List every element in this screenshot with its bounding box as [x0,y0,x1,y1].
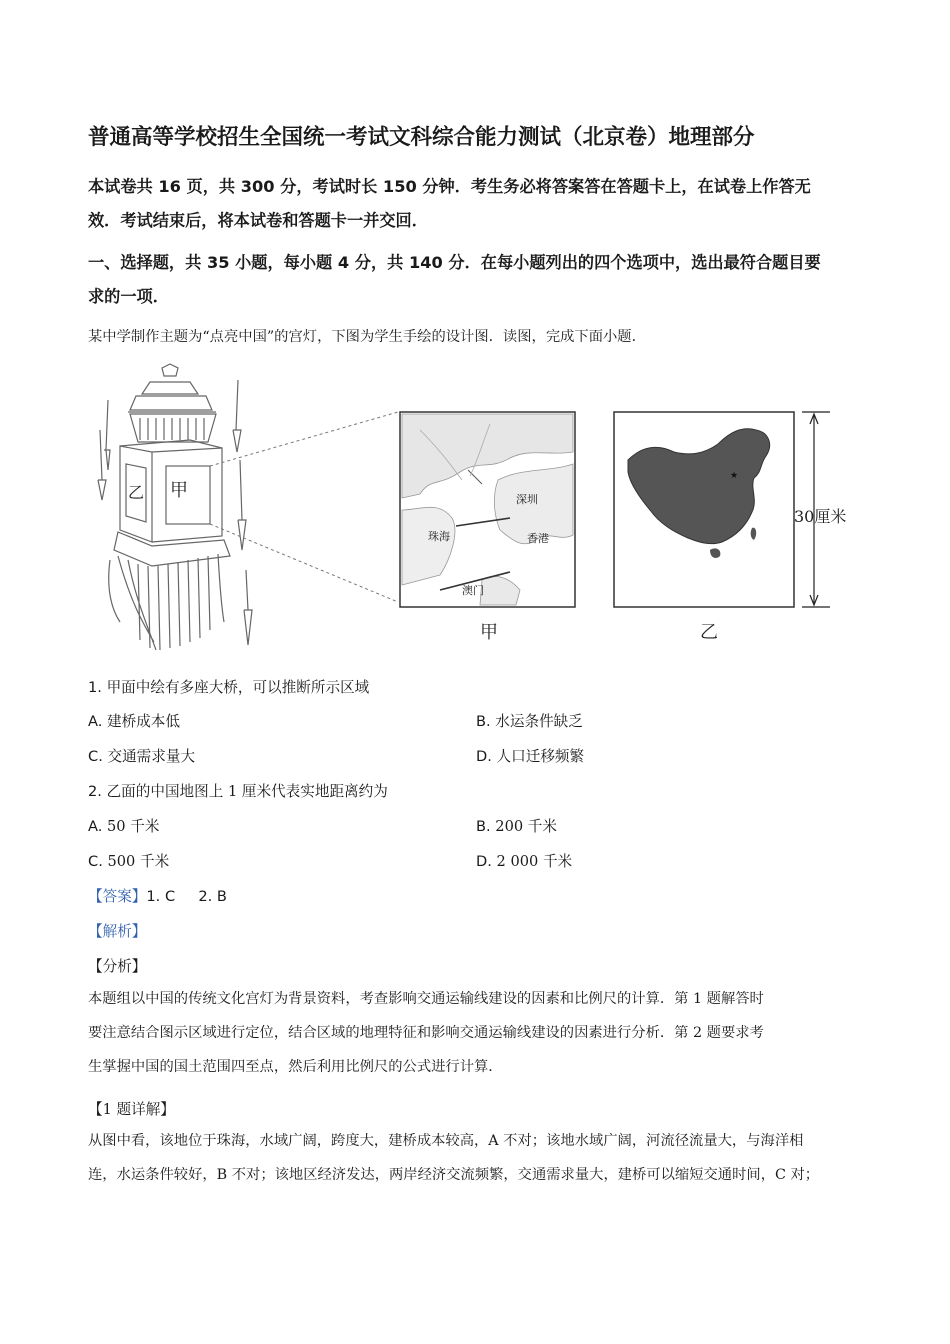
q2-option-c[interactable]: C. 500 千米 [88,853,170,870]
q2-option-d[interactable]: D. 2 000 千米 [476,853,573,870]
question-2-stem [88,780,388,801]
map-label-zhuhai: 珠海 [428,530,450,543]
question-2-number: 2. [88,783,102,800]
section-line-1: 一、选择题，共 35 小题，每小题 4 分，共 140 分．在每小题列出的四个选项中，选出最符合题目要 [88,253,821,272]
panel-b-map [614,412,846,607]
capital-star-icon: ★ [730,471,739,481]
panel-b-caption: 乙 [700,622,718,643]
analysis-tag: 【解析】 [88,923,147,940]
analysis-tag-line [88,920,146,941]
question-1-stem [88,676,369,697]
panel-a-caption: 甲 [480,622,498,643]
fenxi-paragraph [88,982,868,1084]
fenxi-heading: 【分析】 [88,958,147,975]
intro-text: 某中学制作主题为“点亮中国”的宫灯，下图为学生手绘的设计图．读图，完成下面小题． [88,329,646,345]
document-title: 普通高等学校招生全国统一考试文科综合能力测试（北京卷）地理部分 [88,125,755,150]
projection-lines [210,412,398,602]
detail-1-heading: 【1 题详解】 [88,1101,175,1118]
exam-instructions [88,170,868,238]
q1-option-d[interactable]: D. 人口迁移频繁 [476,748,585,765]
answer-text: 1. C 2. B [146,888,227,905]
question-1-text: 甲面中绘有多座大桥，可以推断所示区域 [106,679,370,696]
q1-option-b[interactable]: B. 水运条件缺乏 [476,713,583,730]
map-label-macau: 澳门 [462,584,484,597]
question-1-number: 1. [88,679,102,696]
lantern-figure [90,360,860,655]
answer-tag: 【答案】 [88,888,147,905]
map-label-shenzhen: 深圳 [516,493,538,506]
q2-option-a[interactable]: A. 50 千米 [88,818,160,835]
detail-1-line-1: 从图中看，该地位于珠海，水域广阔，跨度大，建桥成本较高，A 不对；该地水域广阔，河流径流量大，与海洋相 [88,1133,804,1149]
lantern-side-a-label: 甲 [170,480,188,501]
instructions-line-1: 本试卷共 16 页，共 300 分，考试时长 150 分钟．考生务必将答案答在答题卡上，在试卷上作答无 [88,177,811,196]
lantern-side-b-label: 乙 [128,483,145,502]
q1-option-c[interactable]: C. 交通需求量大 [88,748,196,765]
fenxi-line-3: 生掌握中国的国土范围四至点，然后利用比例尺的公式进行计算． [88,1059,503,1075]
section-heading [88,246,868,314]
detail-1-line-2: 连，水运条件较好，B 不对；该地区经济发达，两岸经济交流频繁，交通需求量大，建桥可以缩短交通时间，C 对； [88,1167,820,1183]
panel-a-map [400,412,575,607]
lantern-drawing [98,364,252,650]
q2-option-b[interactable]: B. 200 千米 [476,818,557,835]
dimension-label: 30厘米 [794,507,847,526]
answer-line [88,885,227,906]
detail-1-paragraph [88,1124,868,1192]
section-line-2: 求的一项． [88,287,169,306]
fenxi-line-1: 本题组以中国的传统文化宫灯为背景资料，考查影响交通运输线建设的因素和比例尺的计算．第 1 题解答时 [88,991,764,1007]
question-2-text: 乙面的中国地图上 1 厘米代表实地距离约为 [106,783,388,800]
instructions-line-2: 效．考试结束后，将本试卷和答题卡一并交回． [88,211,428,230]
q1-option-a[interactable]: A. 建桥成本低 [88,713,180,730]
map-label-hongkong: 香港 [527,532,549,545]
fenxi-line-2: 要注意结合图示区域进行定位，结合区域的地理特征和影响交通运输线建设的因素进行分析．第 2 题要求考 [88,1025,764,1041]
lantern-figure-svg [90,360,860,655]
